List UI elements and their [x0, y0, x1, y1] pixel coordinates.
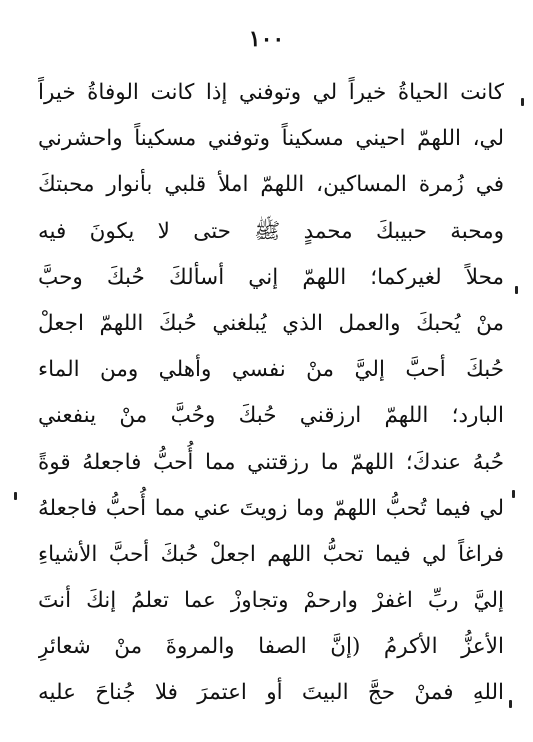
- body-text: [38, 70, 504, 717]
- text-line-2: لي، اللهمّ احيني مسكيناً وتوفني مسكيناً واحشرني: [38, 126, 504, 152]
- margin-speck: [521, 98, 524, 106]
- text-line-8: البارد؛ اللهمّ ارزقني حُبكَ وحُبَّ منْ ينفعني: [38, 403, 504, 429]
- text-line-7: حُبكَ أحبَّ إليَّ منْ نفسي وأهلي ومن الماء: [38, 357, 504, 383]
- page-number: ١٠٠: [248, 26, 285, 52]
- text-line-1: كانت الحياةُ خيراً لي وتوفني إذا كانت الوفاةُ خيراً: [38, 80, 504, 105]
- text-line-10: لي فيما تُحبُّ اللهمّ وما زويتَ عني مما أُحبُّ فاجعلهُ: [38, 495, 504, 521]
- text-line-6: منْ يُحبكَ والعمل الذي يُبلغني حُبكَ اللهمّ اجعلْ: [38, 310, 504, 336]
- text-line-12: إليَّ ربِّ اغفرْ وارحمْ وتجاوزْ عما تعلمُ إنكَ أنتَ: [38, 588, 504, 614]
- text-line-14: اللهِ فمنْ حجَّ البيتَ أو اعتمرَ فلا جُناحَ عليه: [38, 680, 504, 706]
- text-line-4: ومحبة حبيبكَ محمدٍ ﷺ حتى لا يكونَ فيه: [38, 218, 504, 244]
- margin-speck: [512, 490, 515, 498]
- margin-speck: [14, 492, 17, 500]
- text-line-3: في زُمرة المساكين، اللهمّ املأ قلبي بأنوار محبتكَ: [38, 172, 504, 198]
- text-line-13: الأعزُّ الأكرمُ (إنَّ الصفا والمروةَ منْ شعائرِ: [38, 634, 504, 660]
- text-line-9: حُبهُ عندكَ؛ اللهمّ ما رزقتني مما أُحبُّ فاجعلهُ قوةً: [38, 449, 504, 475]
- margin-speck: [509, 700, 512, 708]
- text-line-5: محلاً لغيركما؛ اللهمّ إني أسألكَ حُبكَ وحبَّ: [38, 264, 504, 290]
- margin-speck: [515, 286, 518, 294]
- text-line-11: فراغاً لي فيما تحبُّ اللهم اجعلْ حُبكَ أحبَّ الأشياءِ: [38, 541, 504, 567]
